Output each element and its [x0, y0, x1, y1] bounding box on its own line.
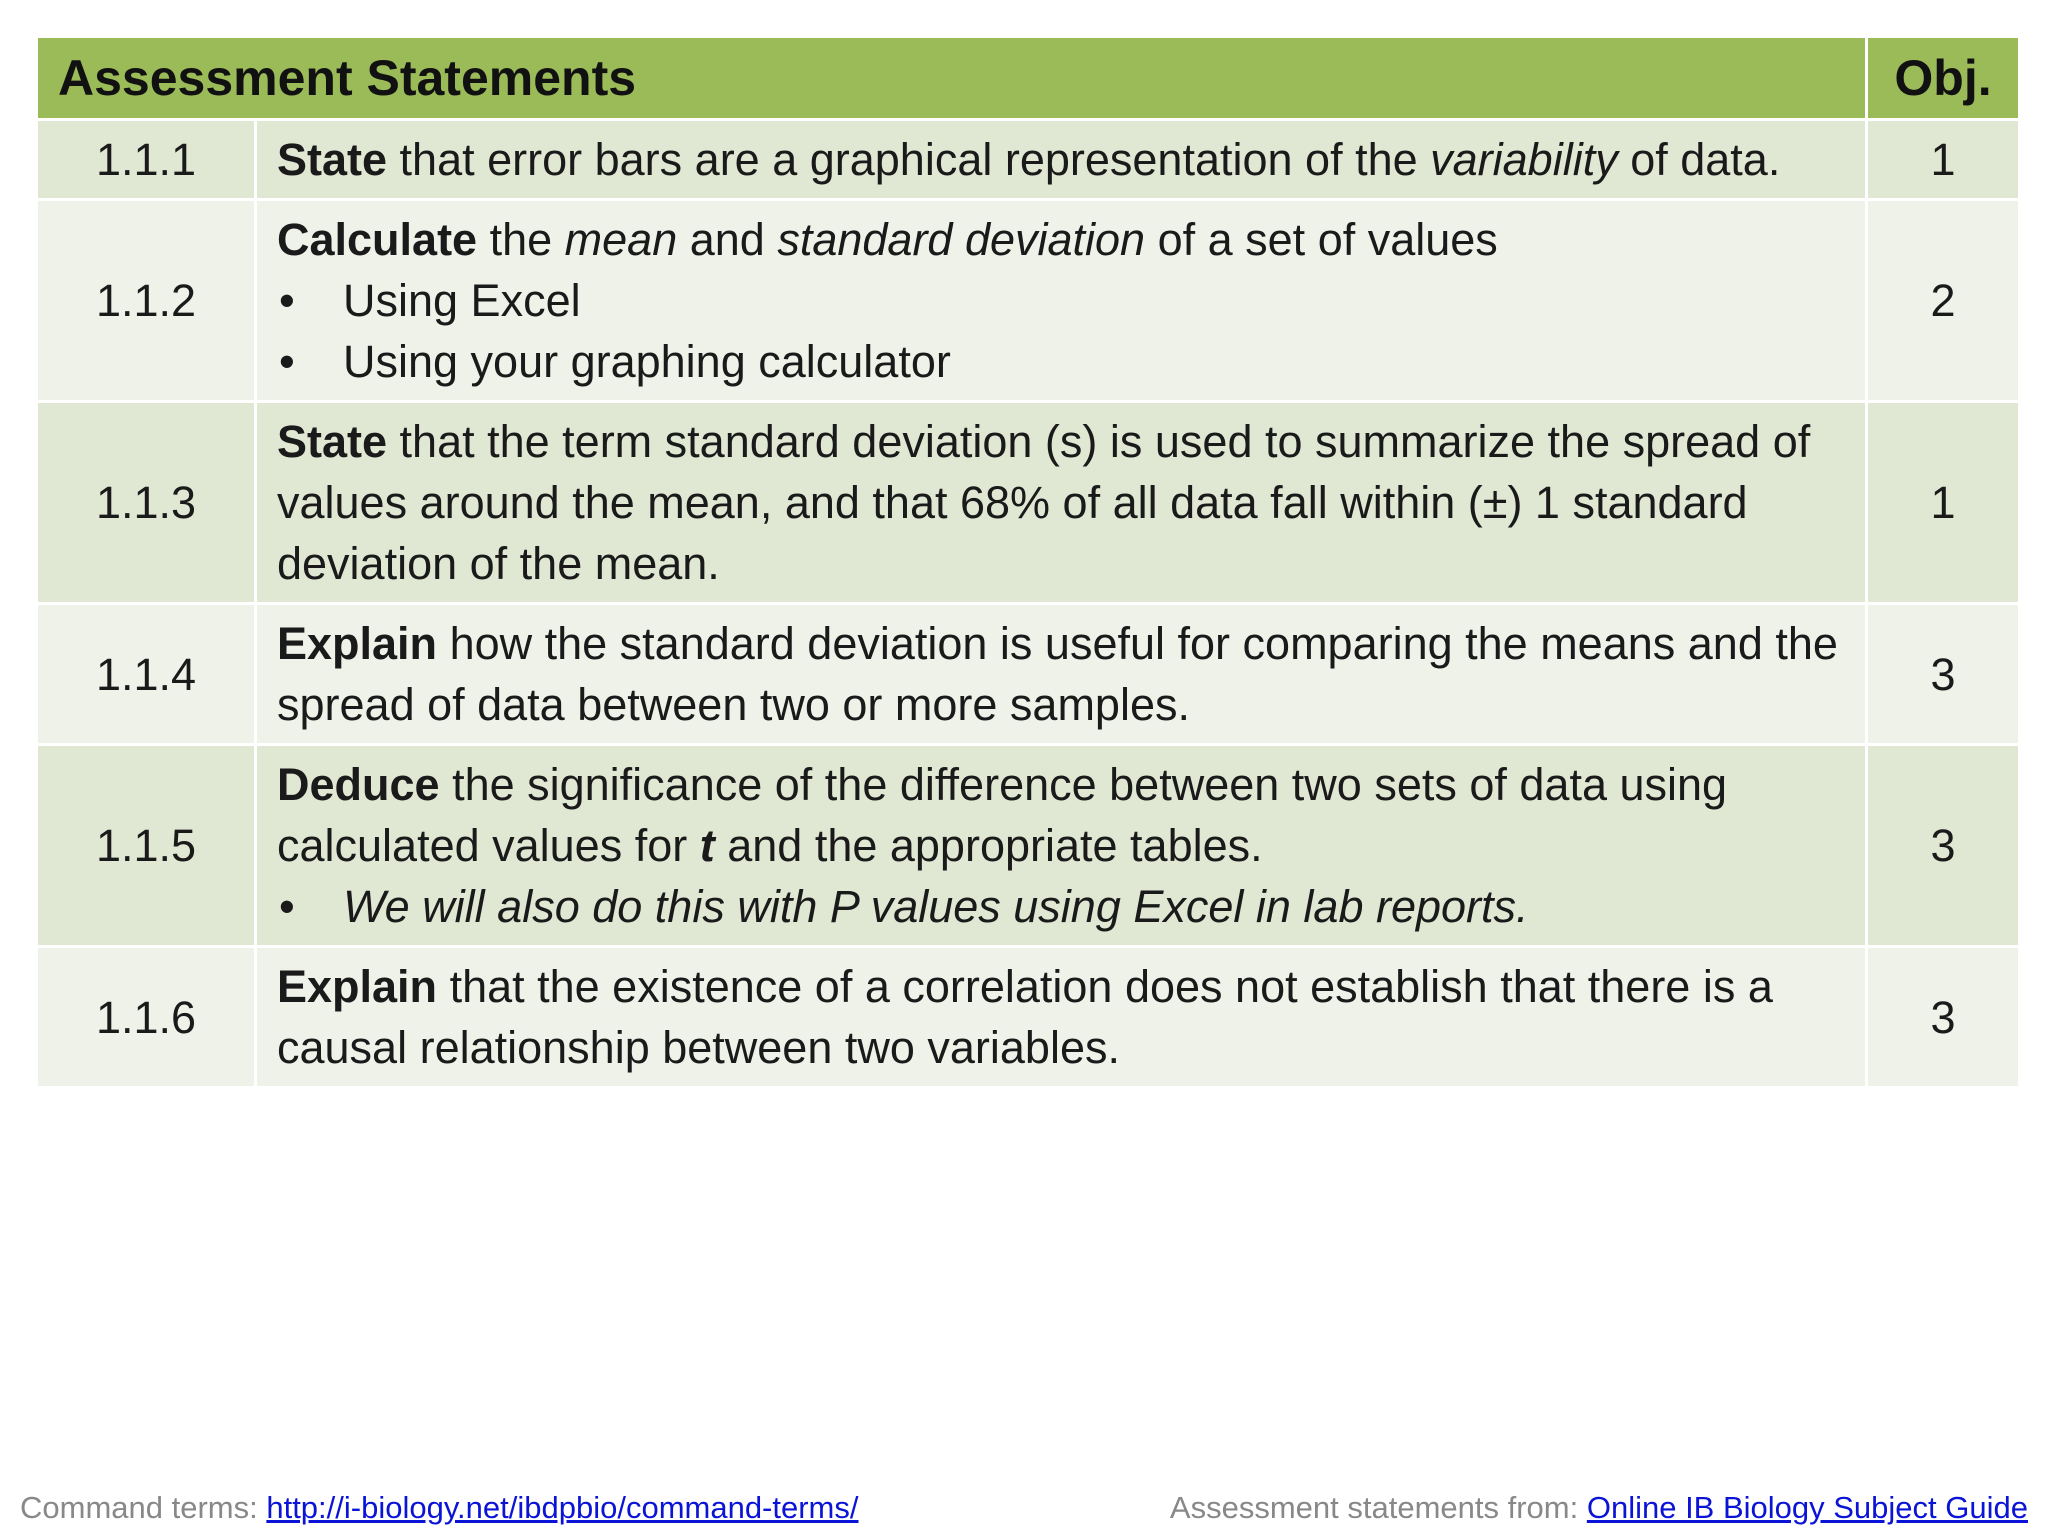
bullet-list: [277, 270, 1845, 392]
command-term: State: [277, 416, 388, 467]
statement-text-part: the: [477, 214, 565, 265]
statement-text: [257, 605, 1865, 743]
statement-text: [257, 403, 1865, 602]
source-label: Assessment statements from:: [1169, 1490, 1587, 1525]
statement-text-part: and: [677, 214, 778, 265]
bullet-icon: •: [279, 881, 295, 932]
bullet-text: Using Excel: [343, 275, 581, 326]
statement-emphasis: variability: [1430, 134, 1618, 185]
objective-level: 1: [1868, 403, 2018, 602]
statement-emphasis: t: [699, 820, 715, 871]
bullet-text: We will also do this with P values using Excel in lab reports.: [343, 881, 1529, 932]
table-row: [38, 948, 2018, 1086]
assessment-table: [35, 35, 2021, 1089]
objective-level: 3: [1868, 746, 2018, 945]
objective-level: 1: [1868, 121, 2018, 198]
statement-number: 1.1.4: [38, 605, 254, 743]
statement-emphasis: standard deviation: [777, 214, 1146, 265]
table-row: [38, 201, 2018, 400]
source-footer: [1170, 1490, 2028, 1526]
command-term: State: [277, 134, 388, 185]
statement-number: 1.1.3: [38, 403, 254, 602]
statement-emphasis: mean: [564, 214, 678, 265]
bullet-text: Using your graphing calculator: [343, 336, 951, 387]
statement-number: 1.1.6: [38, 948, 254, 1086]
bullet-icon: •: [279, 336, 295, 387]
statement-text: [257, 201, 1865, 400]
command-terms-label: Command terms:: [20, 1490, 267, 1525]
statement-text-part: and the appropriate tables.: [714, 820, 1263, 871]
statement-number: 1.1.2: [38, 201, 254, 400]
bullet-list: [277, 876, 1845, 937]
command-term: Explain: [277, 961, 438, 1012]
objective-level: 2: [1868, 201, 2018, 400]
table-row: [38, 403, 2018, 602]
header-assessment-statements: Assessment Statements: [38, 38, 1865, 118]
table-row: [38, 746, 2018, 945]
subject-guide-link[interactable]: Online IB Biology Subject Guide: [1586, 1490, 2028, 1525]
statement-text-part: that the term standard deviation (s) is used to summarize the spread of values around the mean, and that 68% of all data fall within (±) 1 standard deviation of the mean.: [277, 416, 1811, 589]
table-row: [38, 121, 2018, 198]
list-item: [277, 331, 1845, 392]
statement-text: [257, 948, 1865, 1086]
statement-text-part: the significance of the difference between two sets of data using calculated values for: [277, 759, 1728, 871]
command-term: Explain: [277, 618, 438, 669]
bullet-icon: •: [279, 275, 295, 326]
statement-number: 1.1.1: [38, 121, 254, 198]
statement-text-part: of a set of values: [1145, 214, 1498, 265]
statement-text: [257, 121, 1865, 198]
command-terms-footer: [20, 1490, 859, 1526]
statement-number: 1.1.5: [38, 746, 254, 945]
header-obj: Obj.: [1868, 38, 2018, 118]
list-item: [277, 270, 1845, 331]
table-header-row: [38, 38, 2018, 118]
statement-text-part: that error bars are a graphical representation of the: [387, 134, 1431, 185]
statement-text: [257, 746, 1865, 945]
statement-text-part: of data.: [1617, 134, 1781, 185]
list-item: [277, 876, 1845, 937]
statement-text-part: how the standard deviation is useful for comparing the means and the spread of data between two or more samples.: [277, 618, 1838, 730]
table-row: [38, 605, 2018, 743]
command-term: Calculate: [277, 214, 478, 265]
command-terms-link[interactable]: http://i-biology.net/ibdpbio/command-terms/: [266, 1490, 859, 1525]
command-term: Deduce: [277, 759, 440, 810]
objective-level: 3: [1868, 948, 2018, 1086]
statement-text-part: that the existence of a correlation does not establish that there is a causal relationship between two variables.: [277, 961, 1773, 1073]
objective-level: 3: [1868, 605, 2018, 743]
